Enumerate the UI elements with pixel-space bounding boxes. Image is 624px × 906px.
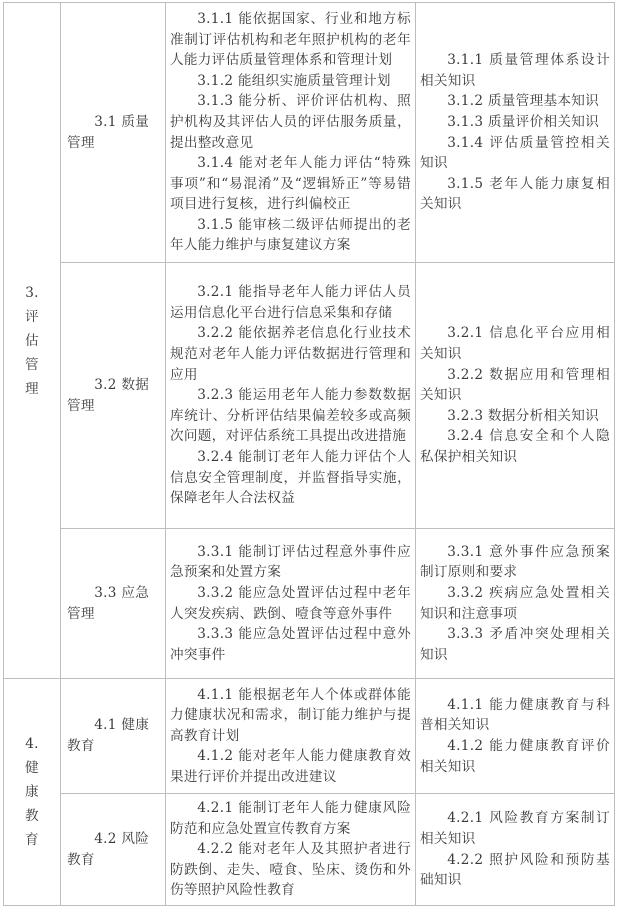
unit-cell (61, 679, 166, 794)
skills-cell (166, 794, 416, 906)
knowledge-cell (416, 794, 615, 906)
knowledge-item: 3.1.2 质量管理基本知识 (447, 93, 600, 110)
skill-item: 3.2.4 能制订老年人能力评估个人信息安全管理制度，并监督指导实施，保障老年人合法权益 (170, 448, 411, 507)
knowledge-item: 3.1.5 老年人能力康复相关知识 (420, 175, 610, 213)
table-row-3-1 (4, 3, 615, 263)
knowledge-item: 3.2.3 数据分析相关知识 (447, 407, 600, 424)
table-row-4-2 (4, 794, 615, 906)
unit-title: 3.1 质量管理 (67, 113, 150, 151)
knowledge-cell (416, 529, 615, 679)
skill-item: 3.1.1 能依据国家、行业和地方标准制订评估机构和老年照护机构的老年人能力评估质量管理体系和管理计划 (170, 10, 411, 69)
module-cell-health-education (4, 679, 61, 906)
module-label-char: 理 (25, 380, 39, 397)
knowledge-item: 3.3.1 意外事件应急预案制订原则和要求 (420, 543, 610, 581)
knowledge-item: 3.3.2 疾病应急处置相关知识和注意事项 (420, 584, 610, 622)
skills-cell (166, 3, 416, 263)
knowledge-item: 3.2.4 信息安全和个人隐私保护相关知识 (420, 428, 610, 465)
unit-title: 4.1 健康教育 (67, 717, 150, 754)
knowledge-item: 4.2.1 风险教育方案制订相关知识 (420, 810, 610, 847)
knowledge-item: 3.1.4 评估质量管控相关知识 (420, 134, 610, 172)
skill-item: 3.2.3 能运用老年人能力参数数据库统计、分析评估结果偏差较多或高频次问题，对评估系统工具提出改进措施 (170, 387, 411, 445)
module-label-char: 教 (25, 808, 39, 824)
knowledge-cell (416, 3, 615, 263)
table-row-3-3 (4, 529, 615, 679)
module-label-char: 管 (25, 356, 39, 373)
skills-cell (166, 679, 416, 794)
skill-item: 3.3.3 能应急处置评估过程中意外冲突事件 (170, 626, 411, 663)
skill-item: 4.2.2 能对老年人及其照护者进行防跌倒、走失、噎食、坠床、烫伤和外伤等照护风险性教育 (170, 841, 411, 899)
skill-item: 4.1.1 能根据老年人个体或群体能力健康状况和需求，制订能力维护与提高教育计划 (170, 686, 411, 744)
skill-item: 3.2.1 能指导老年人能力评估人员运用信息化平台进行信息采集和存储 (170, 284, 411, 321)
knowledge-item: 3.3.3 矛盾冲突处理相关知识 (420, 626, 610, 663)
skill-item: 4.2.1 能制订老年人能力健康风险防范和应急处置宣传教育方案 (170, 800, 411, 837)
table-row-3-2 (4, 263, 615, 529)
skill-item: 4.1.2 能对老年人能力健康教育效果进行评价并提出改进建议 (170, 748, 411, 785)
skills-cell (166, 263, 416, 529)
module-label-char: 健 (25, 760, 39, 776)
knowledge-item: 3.2.1 信息化平台应用相关知识 (420, 325, 610, 363)
module-label-char: 估 (25, 332, 39, 349)
knowledge-item: 4.1.2 能力健康教育评价相关知识 (420, 738, 610, 775)
skills-cell (166, 529, 416, 679)
knowledge-item: 4.2.2 照护风险和预防基础知识 (420, 851, 610, 889)
knowledge-cell (416, 263, 615, 529)
unit-title: 3.3 应急管理 (67, 584, 150, 622)
unit-cell (61, 3, 166, 263)
module-label-char: 康 (25, 784, 39, 800)
unit-cell (61, 529, 166, 679)
skill-item: 3.1.3 能分析、评价评估机构、照护机构及其评估人员的评估服务质量，提出整改意见 (170, 93, 411, 151)
table-row-4-1 (4, 679, 615, 794)
skill-item: 3.2.2 能依据养老信息化行业技术规范对老年人能力评估数据进行管理和应用 (170, 325, 411, 383)
knowledge-item: 3.1.1 质量管理体系设计相关知识 (420, 52, 610, 89)
module-label-char: 4. (25, 736, 39, 752)
skills-requirements-table (3, 2, 615, 906)
skill-item: 3.1.4 能对老年人能力评估“特殊事项”和“易混淆”及“逻辑矫正”等易错项目进行复核，进行纠偏校正 (170, 155, 411, 213)
skill-item: 3.3.2 能应急处置评估过程中老年人突发疾病、跌倒、噎食等意外事件 (170, 584, 411, 622)
unit-title: 4.2 风险教育 (67, 830, 150, 868)
unit-cell (61, 794, 166, 906)
unit-cell (61, 263, 166, 529)
module-label-char: 评 (25, 308, 39, 325)
unit-title: 3.2 数据管理 (67, 376, 150, 414)
module-label-char: 3. (25, 284, 39, 301)
knowledge-item: 4.1.1 能力健康教育与科普相关知识 (420, 696, 610, 734)
module-cell-evaluation-management (4, 3, 61, 679)
skill-item: 3.1.2 能组织实施质量管理计划 (197, 72, 391, 89)
knowledge-item: 3.1.3 质量评价相关知识 (447, 113, 600, 130)
knowledge-item: 3.2.2 数据应用和管理相关知识 (420, 366, 610, 404)
knowledge-cell (416, 679, 615, 794)
module-label-char: 育 (25, 832, 39, 848)
skill-item: 3.1.5 能审核二级评估师提出的老年人能力维护与康复建议方案 (170, 216, 411, 254)
skill-item: 3.3.1 能制订评估过程意外事件应急预案和处置方案 (170, 543, 411, 581)
